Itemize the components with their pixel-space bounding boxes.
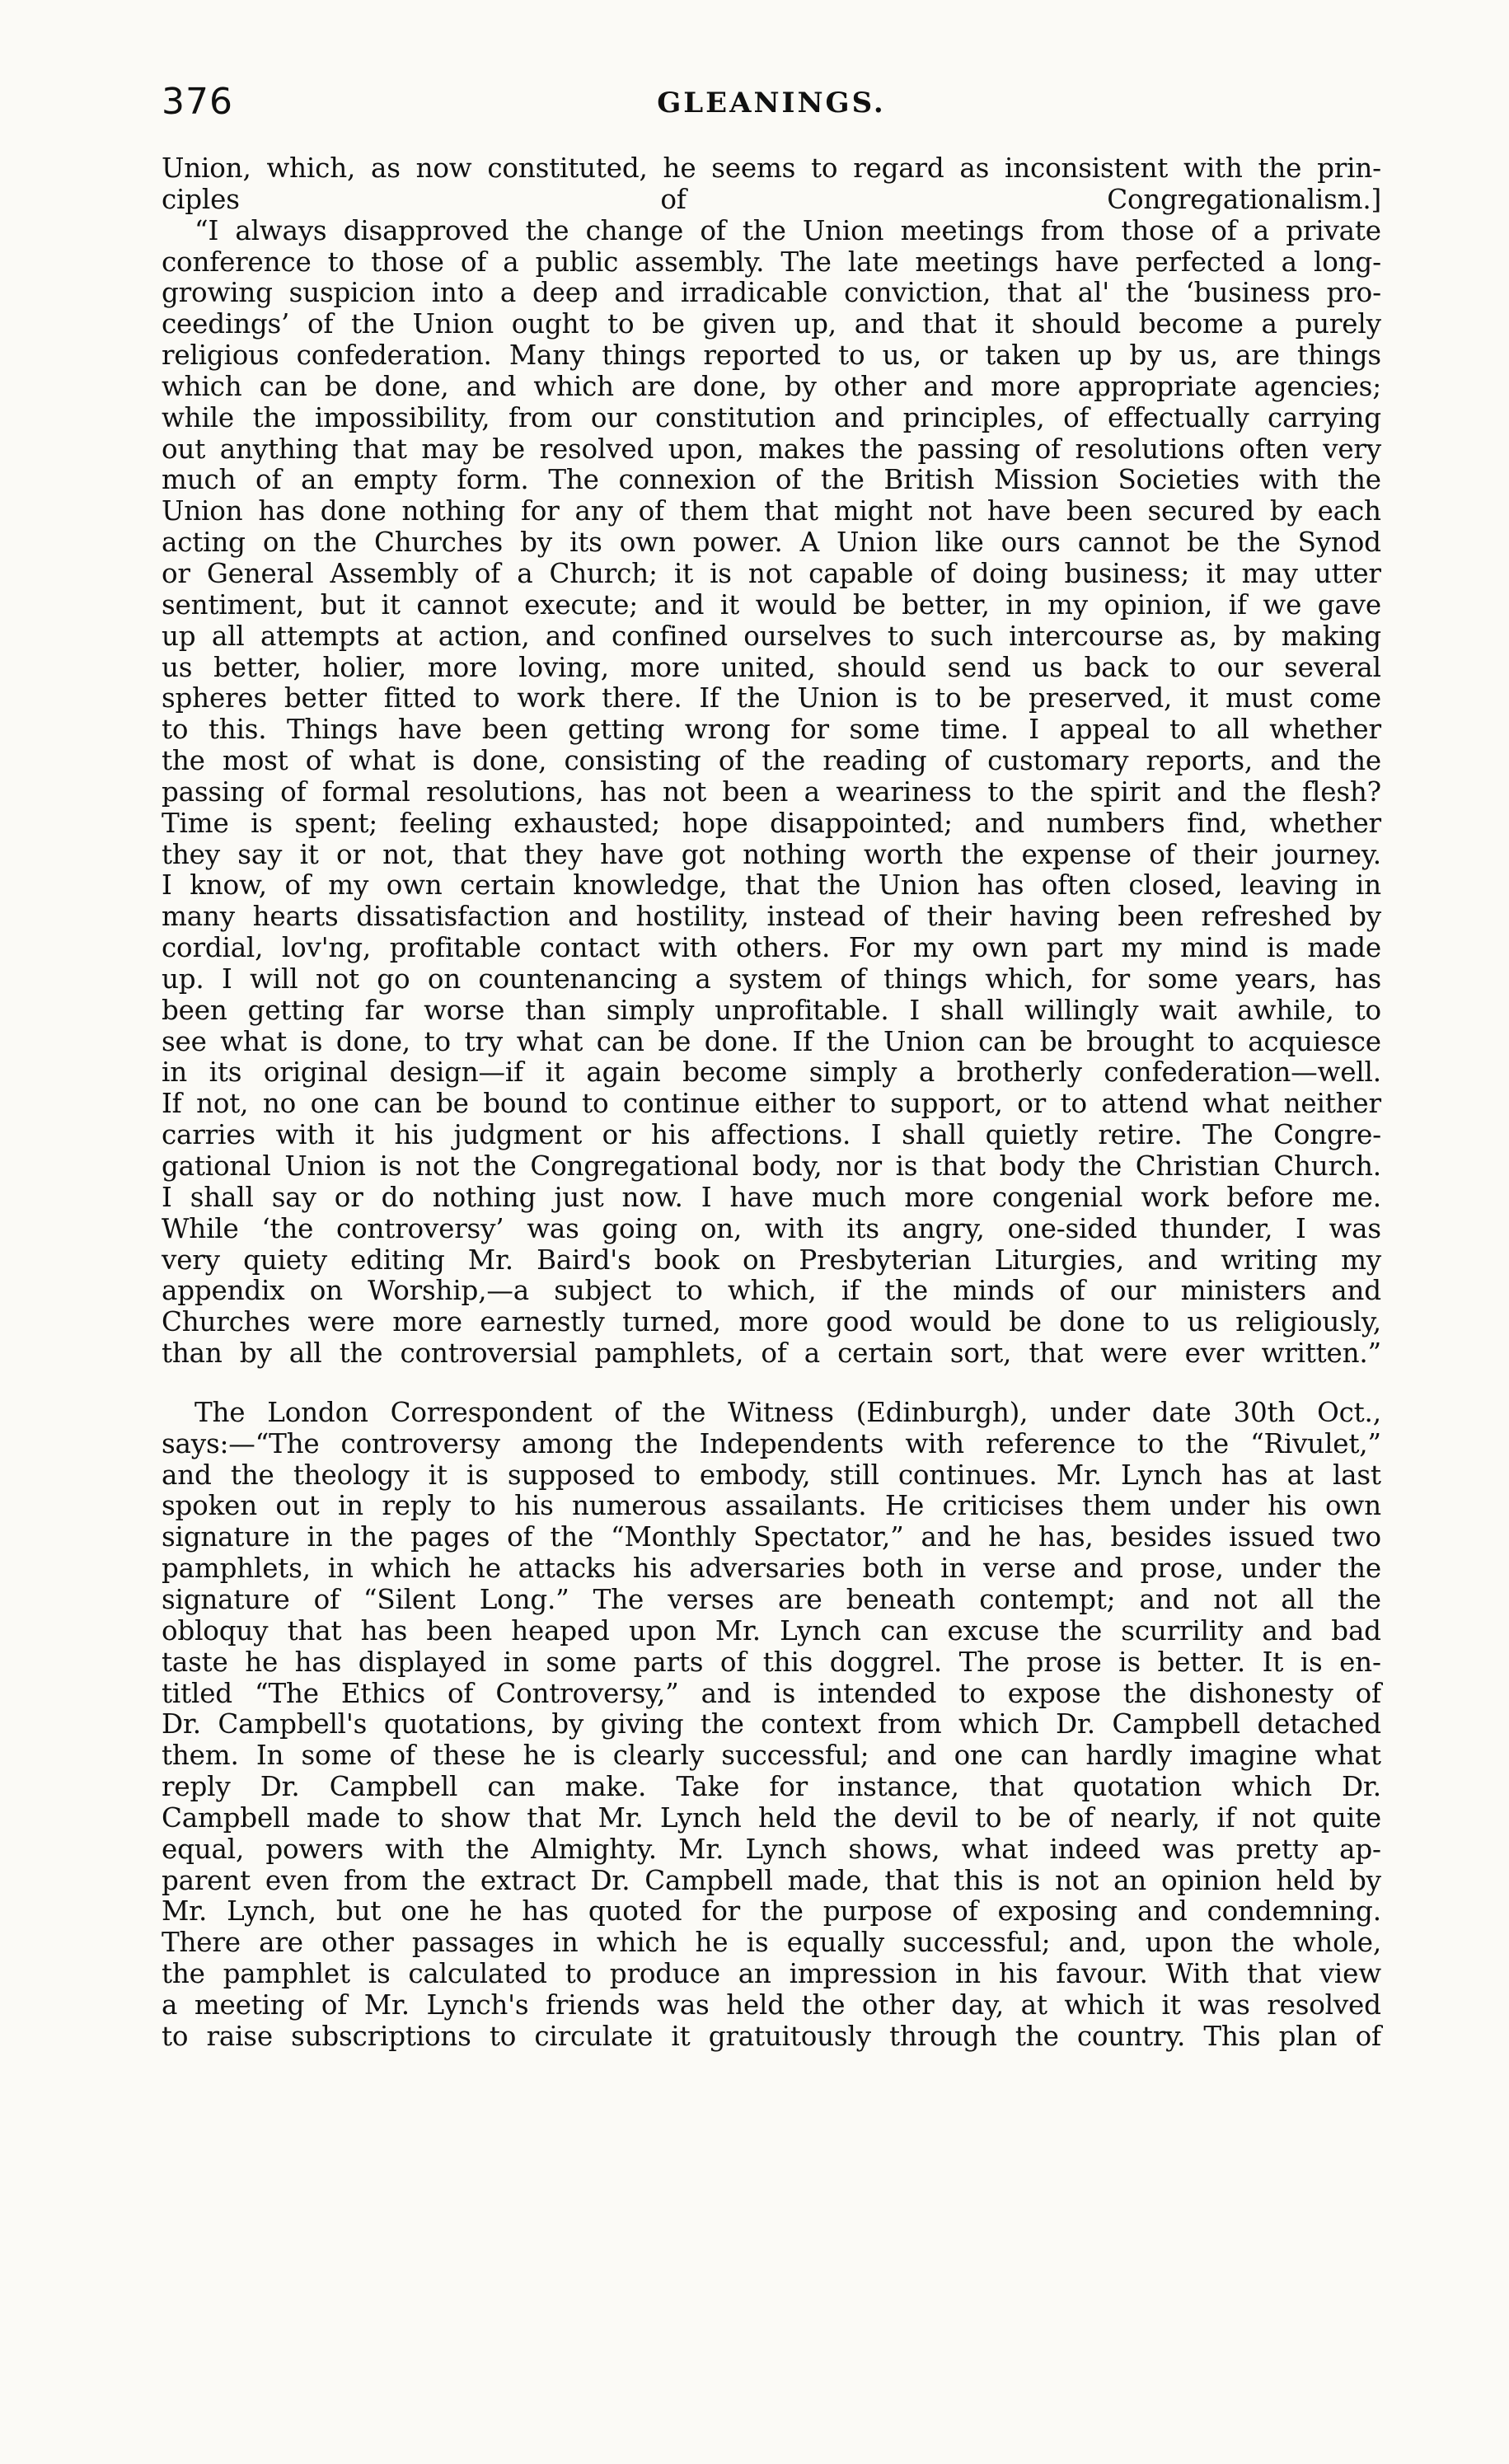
text-line: many hearts dissatisfaction and hostility, instead of their having been refreshed by: [162, 901, 1381, 933]
text-line: them. In some of these he is clearly successful; and one can hardly imagine what: [162, 1740, 1381, 1772]
text-line: Time is spent; feeling exhausted; hope disappointed; and numbers find, whether: [162, 807, 1381, 839]
paragraph-gap: [162, 1370, 1381, 1398]
text-line: I shall say or do nothing just now. I have much more congenial work before me.: [162, 1181, 1381, 1213]
text-line: appendix on Worship,—a subject to which, if the minds of our ministers and: [162, 1275, 1381, 1307]
text-line: cordial, lov'ng, profitable contact with others. For my own part my mind is made: [162, 932, 1381, 964]
text-line: than by all the controversial pamphlets, of a certain sort, that were ever written.”: [162, 1337, 1381, 1370]
text-line: to raise subscriptions to circulate it gratuitously through the country. This plan of: [162, 2020, 1381, 2052]
text-line: taste he has displayed in some parts of this doggrel. The prose is better. It is en-: [162, 1646, 1381, 1678]
text-line: Mr. Lynch, but one he has quoted for the purpose of exposing and condemning.: [162, 1895, 1381, 1928]
text-line: the most of what is done, consisting of the reading of customary reports, and the: [162, 745, 1381, 777]
text-line: If not, no one can be bound to continue either to support, or to attend what neither: [162, 1088, 1381, 1120]
text-line: While ‘the controversy’ was going on, with its angry, one-sided thunder, I was: [162, 1212, 1381, 1244]
text-line: says:—“The controversy among the Independents with reference to the “Rivulet,”: [162, 1427, 1381, 1459]
text-line: signature in the pages of the “Monthly Spectator,” and he has, besides issued two: [162, 1521, 1381, 1553]
text-line: Campbell made to show that Mr. Lynch held the devil to be of nearly, if not quite: [162, 1801, 1381, 1834]
text-line: Union has done nothing for any of them that might not have been secured by each: [162, 495, 1381, 527]
text-line: sentiment, but it cannot execute; and it would be better, in my opinion, if we gave: [162, 588, 1381, 621]
text-line: the pamphlet is calculated to produce an impression in his favour. With that view: [162, 1958, 1381, 1990]
text-line: conference to those of a public assembly. The late meetings have perfected a long-: [162, 246, 1381, 278]
paragraph: [162, 216, 1381, 1370]
text-line: There are other passages in which he is equally successful; and, upon the whole,: [162, 1927, 1381, 1959]
text-line: gational Union is not the Congregational body, nor is that body the Christian Church.: [162, 1150, 1381, 1182]
text-line: Churches were more earnestly turned, more good would be done to us religiously,: [162, 1306, 1381, 1338]
text-line: us better, holier, more loving, more united, should send us back to our several: [162, 651, 1381, 683]
text-line: very quiety editing Mr. Baird's book on Presbyterian Liturgies, and writing my: [162, 1244, 1381, 1276]
text-line: in its original design—if it again become simply a brotherly confederation—well.: [162, 1056, 1381, 1089]
text-line: up all attempts at action, and confined ourselves to such intercourse as, by making: [162, 620, 1381, 652]
text-line: carries with it his judgment or his affections. I shall quietly retire. The Congre-: [162, 1119, 1381, 1151]
text-line: to this. Things have been getting wrong for some time. I appeal to all whether: [162, 714, 1381, 746]
text-line: ceedings’ of the Union ought to be given up, and that it should become a purely: [162, 308, 1381, 340]
text-line: they say it or not, that they have got nothing worth the expense of their journey.: [162, 838, 1381, 870]
text-line: spoken out in reply to his numerous assailants. He criticises them under his own: [162, 1490, 1381, 1522]
text-line: passing of formal resolutions, has not been a weariness to the spirit and the flesh?: [162, 775, 1381, 808]
text-line: acting on the Churches by its own power. A Union like ours cannot be the Synod: [162, 527, 1381, 559]
text-line: equal, powers with the Almighty. Mr. Lynch shows, what indeed was pretty ap-: [162, 1833, 1381, 1865]
text-line: much of an empty form. The connexion of the British Mission Societies with the: [162, 464, 1381, 496]
text-line: reply Dr. Campbell can make. Take for instance, that quotation which Dr.: [162, 1771, 1381, 1803]
text-line: a meeting of Mr. Lynch's friends was held the other day, at which it was resolved: [162, 1989, 1381, 2021]
text-line: religious confederation. Many things reported to us, or taken up by us, are things: [162, 340, 1381, 372]
paragraph: [162, 153, 1381, 216]
text-line: obloquy that has been heaped upon Mr. Lynch can excuse the scurrility and bad: [162, 1614, 1381, 1647]
text-line: or General Assembly of a Church; it is not capable of doing business; it may utter: [162, 557, 1381, 589]
text-line: parent even from the extract Dr. Campbell made, that this is not an opinion held by: [162, 1864, 1381, 1896]
page-number: 376: [162, 81, 233, 123]
text-line: pamphlets, in which he attacks his adversaries both in verse and prose, under the: [162, 1553, 1381, 1585]
text-line: ciples of Congregationalism.]: [162, 183, 1381, 215]
text-line: The London Correspondent of the Witness (Edinburgh), under date 30th Oct.,: [194, 1396, 1381, 1428]
text-line: Union, which, as now constituted, he seems to regard as inconsistent with the prin-: [162, 152, 1381, 184]
text-line: see what is done, to try what can be done. If the Union can be brought to acquiesce: [162, 1025, 1381, 1057]
text-line: growing suspicion into a deep and irradicable conviction, that al' the ‘business pro-: [162, 277, 1381, 309]
running-title: GLEANINGS.: [657, 87, 886, 119]
page-header: [162, 79, 1381, 129]
body-text: [162, 153, 1381, 2053]
text-line: up. I will not go on countenancing a system of things which, for some years, has: [162, 963, 1381, 995]
text-line: signature of “Silent Long.” The verses are beneath contempt; and not all the: [162, 1583, 1381, 1615]
text-line: out anything that may be resolved upon, makes the passing of resolutions often very: [162, 433, 1381, 465]
text-line: Dr. Campbell's quotations, by giving the context from which Dr. Campbell detached: [162, 1708, 1381, 1740]
text-line: “I always disapproved the change of the Union meetings from those of a private: [194, 214, 1381, 246]
text-line: spheres better fitted to work there. If the Union is to be preserved, it must come: [162, 682, 1381, 714]
text-line: which can be done, and which are done, by other and more appropriate agencies;: [162, 370, 1381, 402]
text-line: I know, of my own certain knowledge, that the Union has often closed, leaving in: [162, 869, 1381, 902]
text-line: and the theology it is supposed to embody, still continues. Mr. Lynch has at last: [162, 1459, 1381, 1491]
text-line: while the impossibility, from our constitution and principles, of effectually carrying: [162, 401, 1381, 433]
text-line: titled “The Ethics of Controversy,” and is intended to expose the dishonesty of: [162, 1677, 1381, 1709]
paragraph: [162, 1398, 1381, 2053]
text-line: been getting far worse than simply unprofitable. I shall willingly wait awhile, to: [162, 994, 1381, 1026]
